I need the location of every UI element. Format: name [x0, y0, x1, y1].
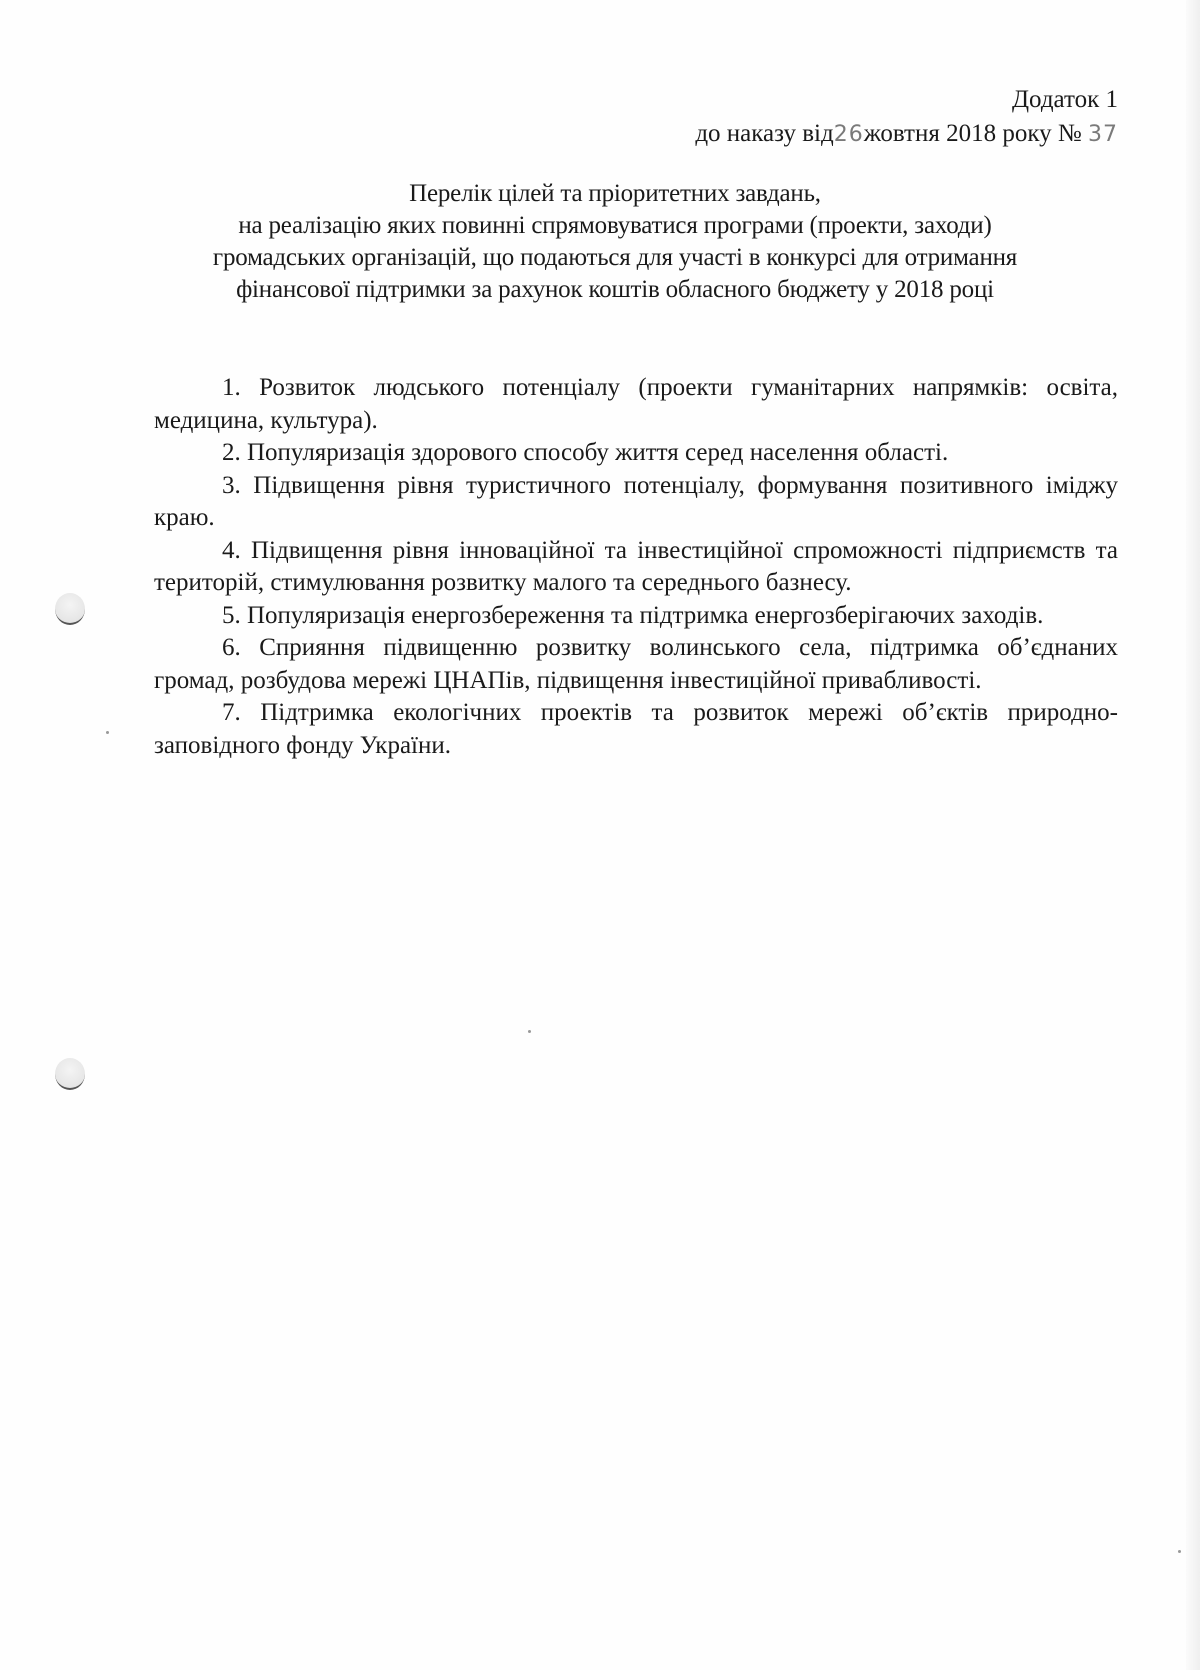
- title-line: на реалізацію яких повинні спрямовуватися програми (проекти, заходи): [238, 212, 992, 239]
- title-line: фінансової підтримки за рахунок коштів обласного бюджету у 2018 році: [236, 276, 994, 303]
- title-line: Перелік цілей та пріоритетних завдань,: [409, 180, 821, 207]
- scan-speck: [1178, 1550, 1181, 1553]
- handwritten-day: 26: [833, 122, 864, 147]
- list-item: 4. Підвищення рівня інноваційної та інвестиційної спроможності підприємств та територій, стимулювання розвитку малого та середнього базнесу.: [154, 536, 1118, 596]
- list-item: 3. Підвищення рівня туристичного потенціалу, формування позитивного іміджу краю.: [154, 471, 1118, 531]
- priorities-list: [154, 372, 1118, 762]
- scan-edge-shadow: [1186, 0, 1200, 1670]
- order-reference-middle: жовтня 2018 року №: [863, 120, 1082, 147]
- list-item: 6. Сприяння підвищенню розвитку волинського села, підтримка об’єднаних громад, розбудова мережі ЦНАПів, підвищення інвестиційної привабливості.: [154, 634, 1118, 694]
- order-reference: [695, 117, 1118, 152]
- punch-hole-icon: [55, 1058, 85, 1090]
- order-reference-prefix: до наказу від: [695, 120, 834, 147]
- scan-speck: [106, 731, 109, 734]
- list-item: 7. Підтримка екологічних проектів та розвиток мережі об’єктів природно-заповідного фонду України.: [154, 699, 1118, 759]
- punch-hole-icon: [55, 593, 85, 625]
- annex-label: Додаток 1: [1012, 86, 1118, 113]
- list-item: 1. Розвиток людського потенціалу (проекти гуманітарних напрямків: освіта, медицина, культура).: [154, 374, 1118, 434]
- handwritten-order-number: 37: [1088, 122, 1118, 147]
- list-item: 5. Популяризація енергозбереження та підтримка енергозберігаючих заходів.: [222, 601, 1044, 629]
- document-title: [150, 178, 1080, 306]
- annex-header: [695, 83, 1118, 152]
- scan-speck: [528, 1030, 531, 1033]
- list-item: 2. Популяризація здорового способу життя серед населення області.: [222, 439, 949, 466]
- title-line: громадських організацій, що подаються для участі в конкурсі для отримання: [212, 244, 1018, 271]
